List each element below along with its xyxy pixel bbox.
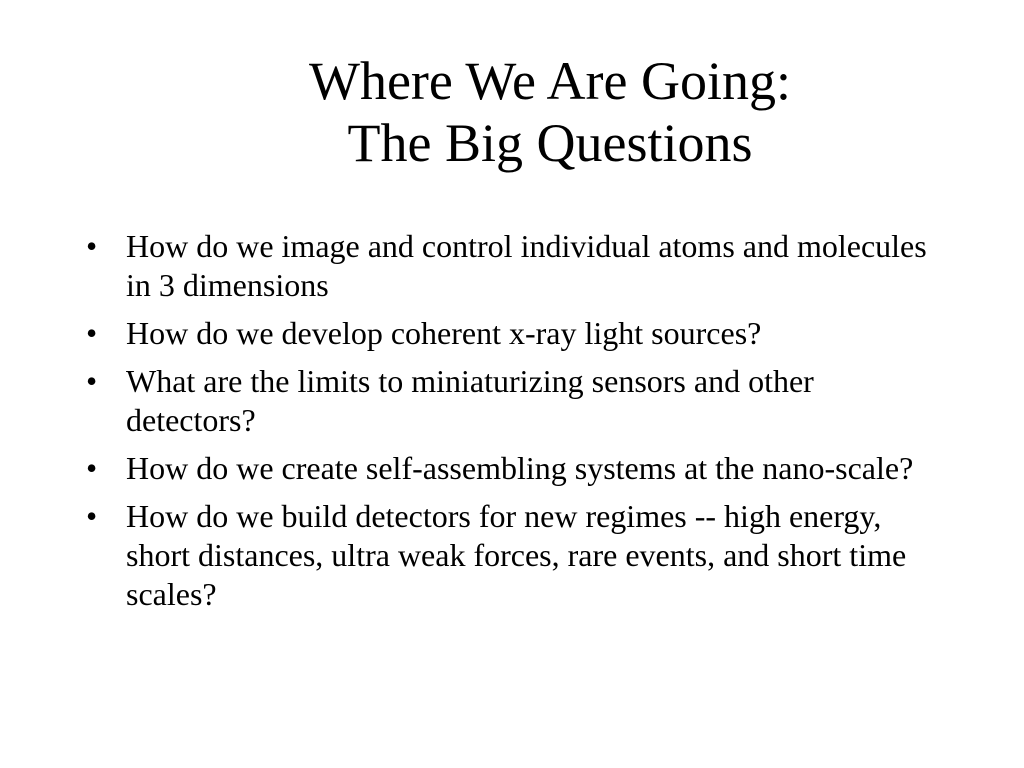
bullet-text: How do we build detectors for new regimes -- high energy, short distances, ultra weak forces, rare events, and short time scales? bbox=[126, 498, 907, 612]
bullet-item-miniaturizing-sensors bbox=[86, 362, 946, 440]
bullet-text: How do we create self-assembling systems at the nano-scale? bbox=[126, 450, 914, 486]
bullet-icon: • bbox=[86, 450, 98, 486]
bullet-item-atoms-molecules bbox=[86, 227, 946, 305]
bullet-text: How do we image and control individual atoms and molecules in 3 dimensions bbox=[126, 228, 927, 303]
bullet-icon: • bbox=[86, 315, 98, 351]
bullet-text: What are the limits to miniaturizing sensors and other detectors? bbox=[126, 363, 814, 438]
slide-title-line-1: Where We Are Going: bbox=[309, 51, 791, 111]
slide-title-line-2: The Big Questions bbox=[347, 113, 753, 173]
slide-title bbox=[160, 50, 940, 174]
bullet-item-xray-sources bbox=[86, 314, 946, 353]
bullet-icon: • bbox=[86, 228, 98, 264]
bullet-text: How do we develop coherent x-ray light sources? bbox=[126, 315, 762, 351]
bullet-list bbox=[86, 227, 946, 623]
bullet-item-self-assembling bbox=[86, 449, 946, 488]
bullet-item-new-regime-detectors bbox=[86, 497, 946, 614]
bullet-icon: • bbox=[86, 363, 98, 399]
bullet-icon: • bbox=[86, 498, 98, 534]
